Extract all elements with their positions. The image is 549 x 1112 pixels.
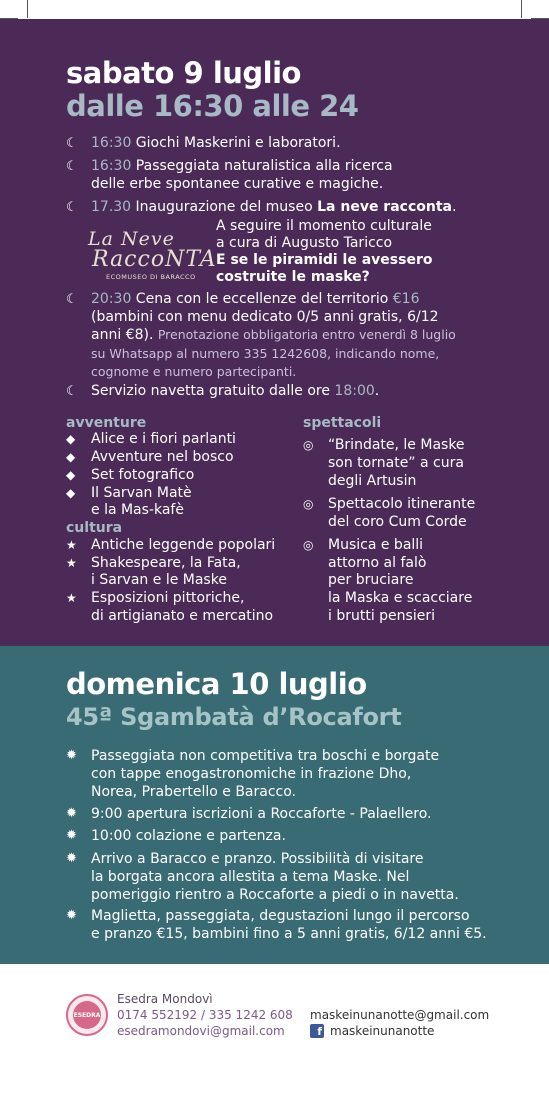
logo-text: ESEDRA — [73, 1012, 101, 1019]
list-item-text: Il Sarvan Matè — [91, 485, 192, 501]
facebook-link[interactable]: maskeinunanotte — [330, 1024, 435, 1038]
crescent-moon-icon: ☾ — [66, 159, 78, 174]
logo-text: RaccoNTA — [92, 247, 217, 272]
logo-text: La Neve — [88, 228, 175, 250]
event-text: (bambini con menu dedicato 0/5 anni gratis, 6/12 — [91, 308, 439, 325]
la-neve-racconta-logo — [88, 228, 217, 283]
esedra-logo — [66, 994, 108, 1036]
sun-icon: ✹ — [66, 851, 77, 866]
list-item-text: di artigianato e mercatino — [91, 608, 274, 624]
crescent-moon-icon: ☾ — [66, 384, 78, 399]
diamond-icon: ◆ — [66, 468, 76, 482]
target-icon: ◎ — [303, 497, 314, 511]
sunday-item-text: Passeggiata non competitiva tra boschi e borgate — [91, 748, 440, 764]
sunday-title: domenica 10 luglio — [66, 667, 367, 701]
event-time: 16:30 — [91, 135, 132, 151]
event-text: . — [374, 383, 380, 399]
list-item-text: per bruciare — [328, 572, 414, 588]
target-icon: ◎ — [303, 538, 314, 552]
sun-icon: ✹ — [66, 748, 77, 763]
sunday-item-text: la borgata ancora allestita a tema Maske. Nel — [91, 869, 410, 885]
crop-mark — [521, 0, 522, 18]
list-item-text: attorno al falò — [328, 555, 427, 571]
cultural-title: costruite le maske? — [216, 269, 370, 285]
spettacoli-heading: spettacoli — [303, 415, 382, 431]
sunday-item-text: 10:00 colazione e partenza. — [91, 828, 286, 844]
list-item-text: i brutti pensieri — [328, 608, 435, 624]
event-text: delle erbe spontanee curative e magiche. — [91, 175, 384, 192]
list-item-text: Antiche leggende popolari — [91, 537, 276, 553]
saturday-section — [0, 19, 549, 646]
event-time: 18:00 — [334, 383, 375, 399]
booking-note: Prenotazione obbligatoria entro venerdì 8 luglio — [157, 327, 456, 342]
list-item-text: Shakespeare, la Fata, — [91, 555, 241, 571]
list-item-text: Musica e balli — [328, 537, 424, 553]
sunday-item-text: Arrivo a Baracco e pranzo. Possibilità di visitare — [91, 851, 424, 867]
crop-mark — [27, 0, 28, 18]
logo-text: ECOMUSEO DI BARACCO — [106, 273, 196, 281]
organizer-name: Esedra Mondovì — [117, 992, 213, 1006]
sunday-item-text: Maglietta, passeggiata, degustazioni lungo il percorso — [91, 908, 470, 924]
avventure-heading: avventure — [66, 415, 147, 431]
event-text: Giochi Maskerini e laboratori. — [131, 135, 341, 151]
cultural-moment — [216, 218, 496, 286]
cultura-heading: cultura — [66, 520, 123, 536]
list-item-text: Spettacolo itinerante — [328, 496, 476, 512]
sunday-item-text: Norea, Prabertello e Baracco. — [91, 784, 297, 800]
list-item-text: Avventure nel bosco — [91, 449, 234, 465]
booking-note: su Whatsapp al numero 335 1242608, indicando nome, — [91, 345, 440, 361]
footer — [0, 964, 549, 1112]
list-item-text: del coro Cum Corde — [328, 514, 467, 530]
list-item-text: i Sarvan e le Maske — [91, 572, 227, 588]
event-email-link[interactable]: maskeinunanotte@gmail.com — [310, 1008, 490, 1022]
list-item-text: Esposizioni pittoriche, — [91, 590, 245, 606]
facebook-icon[interactable]: f — [310, 1024, 324, 1038]
event-text: Servizio navetta gratuito dalle ore — [91, 383, 335, 399]
organizer-email-link[interactable]: esedramondovi@gmail.com — [117, 1024, 285, 1038]
star-icon: ★ — [66, 556, 77, 570]
event-time: 16:30 — [91, 158, 132, 174]
list-item-text: e la Mas-kafè — [91, 502, 184, 518]
sun-icon: ✹ — [66, 828, 77, 843]
list-item-text: Alice e i fiori parlanti — [91, 431, 236, 447]
event-text: . — [451, 199, 457, 215]
sunday-item-text: 9:00 apertura iscrizioni a Roccaforte - Palaellero. — [91, 806, 432, 822]
list-item-text: degli Artusin — [328, 473, 417, 489]
diamond-icon: ◆ — [66, 486, 76, 500]
sunday-section — [0, 646, 549, 964]
diamond-icon: ◆ — [66, 450, 76, 464]
saturday-subtitle: dalle 16:30 alle 24 — [66, 89, 359, 123]
target-icon: ◎ — [303, 438, 314, 452]
sunday-item-text: con tappe enogastronomiche in frazione Dho, — [91, 766, 412, 782]
event-time: 20:30 — [91, 291, 132, 307]
sunday-subtitle: 45ª Sgambatà d’Rocafort — [66, 703, 402, 731]
event-text: Passeggiata naturalistica alla ricerca — [131, 158, 393, 174]
cultural-line: a cura di Augusto Taricco — [216, 235, 393, 251]
cultural-title: E se le piramidi le avessero — [216, 252, 433, 268]
star-icon: ★ — [66, 591, 77, 605]
sun-icon: ✹ — [66, 806, 77, 821]
event-time: 17.30 — [91, 199, 132, 215]
booking-note: cognome e numero partecipanti. — [91, 364, 297, 379]
event-text: Inaugurazione del museo — [131, 199, 318, 215]
list-item-text: la Maska e scacciare — [328, 590, 473, 606]
sunday-item-text: e pranzo €15, bambini fino a 5 anni gratis, 6/12 anni €5. — [91, 926, 487, 942]
event-text: anni €8). — [91, 327, 158, 343]
phone-numbers[interactable]: 0174 552192 / 335 1242 608 — [117, 1008, 293, 1022]
event-price: €16 — [392, 291, 420, 307]
sunday-item-text: pomeriggio rientro a Roccaforte a piedi o in navetta. — [91, 887, 459, 903]
star-icon: ★ — [66, 538, 77, 552]
museum-name: La neve racconta — [317, 199, 452, 215]
event-text: Cena con le eccellenze del territorio — [131, 291, 393, 307]
saturday-title: sabato 9 luglio — [66, 56, 301, 90]
list-item-text: son tornate” a cura — [328, 455, 464, 471]
crescent-moon-icon: ☾ — [66, 136, 78, 151]
cultural-line: A seguire il momento culturale — [216, 218, 432, 234]
crescent-moon-icon: ☾ — [66, 200, 78, 215]
list-item-text: Set fotografico — [91, 467, 195, 483]
list-item-text: “Brindate, le Maske — [328, 437, 465, 453]
diamond-icon: ◆ — [66, 432, 76, 446]
sun-icon: ✹ — [66, 908, 77, 923]
crescent-moon-icon: ☾ — [66, 292, 78, 307]
